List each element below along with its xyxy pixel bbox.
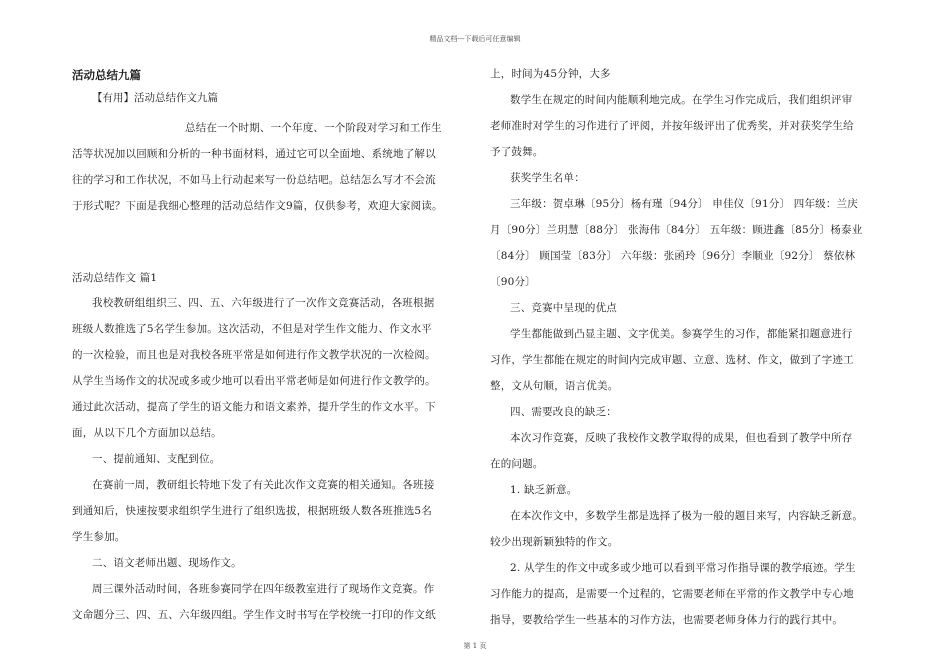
paragraph-line: 习作能力的提高，是需要一个过程的，它需要老师在平常的作文教学中专心地 [490,588,854,600]
page-header: 精品文档---下载后可任意编辑 [429,35,521,43]
paragraph-line: 文命题分三、四、五、六年级四组。学生作文时书写在学校统一打印的作文纸 [72,609,436,621]
intro-line: 往的学习和工作状况，不如马上行动起来写一份总结吧。总结怎么写才不会流 [72,174,436,186]
document-subtitle: 【有用】活动总结作文九篇 [92,92,218,104]
paragraph-line: 习作，学生都能在规定的时间内完成审题、立意、选材、作文，做到了字迹工 [490,354,854,366]
paragraph-line: 学生参加。 [72,531,126,543]
paragraph-line: 在赛前一周，教研组长特地下发了有关此次作文竞赛的相关通知。各班接 [92,479,435,491]
winners-line: 月〔90分〕兰玥慧〔88分〕 张海伟〔84分〕 五年级：顾进鑫〔85分〕杨泰业 [490,224,863,236]
heading-4: 四、需要改良的缺乏： [510,406,617,418]
paragraph-line: 班级人数推选了5名学生参加。这次活动，不但是对学生作文能力、作文水平 [72,323,432,335]
paragraph-line: 学生都能做到凸显主题、文字优美。参赛学生的习作，都能紧扣题意进行 [510,328,853,340]
intro-line: 总结在一个时期、一个年度、一个阶段对学习和工作生 [185,122,442,134]
document-title: 活动总结九篇 [72,68,141,82]
paragraph-line: 周三课外活动时间，各班参赛同学在四年级教室进行了现场作文竞赛。作 [92,583,435,595]
intro-line: 活等状况加以回顾和分析的一种书面材料，通过它可以全面地、系统地了解以 [72,148,436,160]
winners-line: 〔84分〕 顾国莹〔83分〕 六年级：张函玲〔96分〕李顺业〔92分〕 蔡依林 [490,250,856,262]
winners-title: 获奖学生名单： [510,172,585,184]
paragraph-line: 我校教研组组织三、四、五、六年级进行了一次作文竞赛活动，各班根据 [92,297,435,309]
paragraph-line: 上，时间为45分钟，大多 [490,68,611,80]
paragraph-line: 2. 从学生的作文中或多或少地可以看到平常习作指导课的教学痕迹。学生 [510,562,856,574]
section-title: 活动总结作文 篇1 [72,272,158,284]
winners-line: 〔90分〕 [490,276,536,288]
paragraph-line: 到通知后，快速按要求组织学生进行了组织选拔，根据班级人数各班推选5名 [72,505,432,517]
paragraph-line: 指导，要教给学生一些基本的习作方法，也需要老师身体力行的践行其中。 [490,614,844,626]
paragraph-line: 老师准时对学生的习作进行了评阅，并按年级评出了优秀奖，并对获奖学生给 [490,120,854,132]
paragraph-line: 较少出现新颖独特的作文。 [490,536,619,548]
paragraph-line: 在本次作文中，多数学生都是选择了极为一般的题目来写，内容缺乏新意。 [510,510,864,522]
heading-3: 三、竞赛中呈现的优点 [510,302,617,314]
page-footer: 第 1 页 [463,642,487,650]
paragraph-line: 从学生当场作文的状况或多或少地可以看出平常老师是如何进行作文教学的。 [72,375,436,387]
heading-1: 一、提前通知、支配到位。 [92,453,221,465]
paragraph-line: 整，文从句顺，语言优美。 [490,380,619,392]
paragraph-line: 在的问题。 [490,458,544,470]
intro-line: 于形式呢？下面是我细心整理的活动总结作文9篇，仅供参考，欢迎大家阅读。 [72,200,443,212]
paragraph-line: 予了鼓舞。 [490,146,544,158]
paragraph-line: 通过此次活动，提高了学生的语文能力和语文素养，提升学生的作文水平。下 [72,401,436,413]
paragraph-line: 数学生在规定的时间内能顺利地完成。在学生习作完成后，我们组织评审 [510,94,853,106]
winners-line: 三年级：贺卓琳〔95分〕杨有瑾〔94分〕 申佳仪〔91分〕 四年级：兰庆 [510,198,858,210]
heading-2: 二、语文老师出题、现场作文。 [92,557,242,569]
paragraph-line: 的一次检验，而且也是对我校各班平常是如何进行作文教学状况的一次检阅。 [72,349,436,361]
paragraph-line: 面，从以下几个方面加以总结。 [72,427,222,439]
paragraph-line: 本次习作竞赛，反映了我校作文教学取得的成果，但也看到了教学中所存 [510,432,853,444]
list-item-1: 1. 缺乏新意。 [510,484,578,496]
